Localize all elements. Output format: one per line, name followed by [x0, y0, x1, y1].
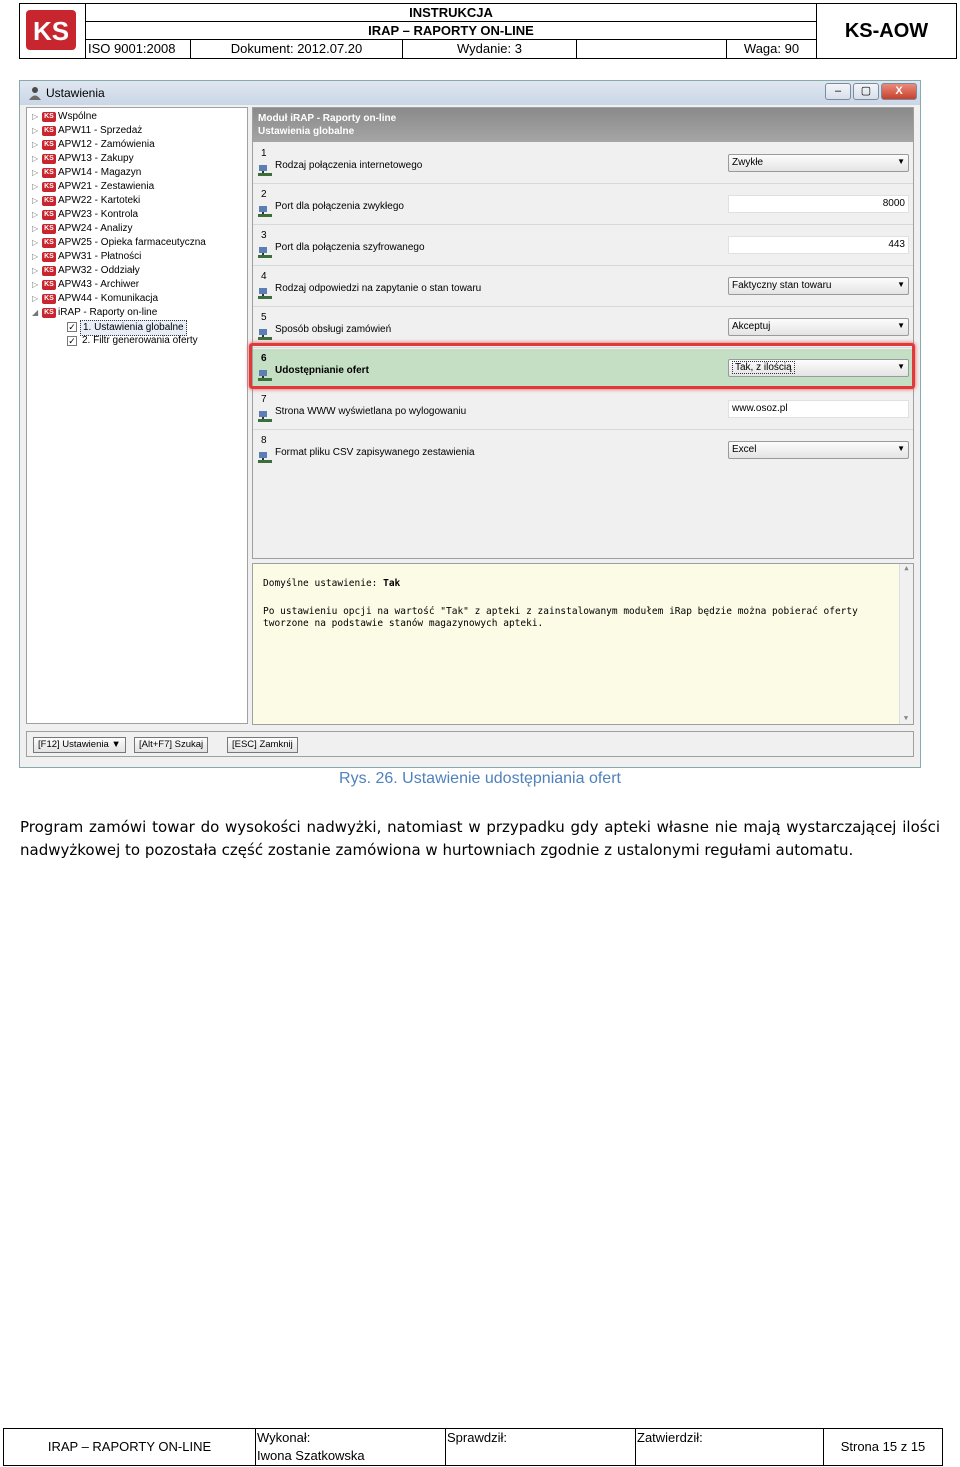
setting-number: 2: [261, 189, 267, 200]
chevron-down-icon: ▼: [897, 362, 905, 371]
setting-row: [253, 185, 913, 225]
search-button[interactable]: [Alt+F7] Szukaj: [134, 737, 208, 753]
window-title: Ustawienia: [46, 86, 105, 100]
expand-arrow-icon[interactable]: ▷: [32, 126, 39, 135]
ks-icon: KS: [42, 168, 56, 178]
maximize-button[interactable]: ▢: [853, 83, 879, 100]
document-header: [19, 3, 957, 59]
checkbox-icon: ✓: [68, 336, 76, 346]
minimize-button[interactable]: –: [825, 83, 851, 100]
setting-label: Rodzaj odpowiedzi na zapytanie o stan towaru: [275, 283, 482, 294]
edition-label: Wydanie: 3: [403, 40, 577, 58]
setting-row: [253, 144, 913, 184]
ks-icon: KS: [42, 210, 56, 220]
setting-number: 3: [261, 230, 267, 241]
setting-label: Sposób obsługi zamówień: [275, 324, 392, 335]
company-logo: [20, 4, 86, 58]
network-icon: [258, 451, 272, 464]
expand-arrow-icon[interactable]: ▷: [32, 238, 39, 247]
empty-cell: [577, 40, 727, 58]
expand-arrow-icon[interactable]: ▷: [32, 224, 39, 233]
page-number: Strona 15 z 15: [840, 1439, 926, 1454]
weight-label: Waga: 90: [743, 41, 800, 56]
setting-label: Format pliku CSV zapisywanego zestawienia: [275, 447, 475, 458]
setting-row: [253, 267, 913, 307]
panel-header: [253, 108, 913, 142]
setting-number: 7: [261, 394, 267, 405]
network-icon: [258, 164, 272, 177]
expand-arrow-icon[interactable]: ▷: [32, 280, 39, 289]
collapse-arrow-icon[interactable]: ◢: [32, 308, 39, 317]
setting-label: Port dla połączenia szyfrowanego: [275, 242, 425, 253]
description-pane: [252, 563, 914, 725]
offer-sharing-select[interactable]: Tak, z ilością ▼: [728, 359, 909, 377]
ks-icon: KS: [42, 196, 56, 206]
csv-format-select[interactable]: Excel ▼: [728, 441, 909, 459]
panel-module-title: Moduł iRAP - Raporty on-line: [258, 113, 397, 124]
setting-number: 6: [261, 353, 267, 364]
order-handling-select[interactable]: Akceptuj ▼: [728, 318, 909, 336]
setting-number: 1: [261, 148, 267, 159]
setting-number: 5: [261, 312, 267, 323]
chevron-down-icon: ▼: [111, 739, 121, 750]
network-icon: [258, 246, 272, 259]
expand-arrow-icon[interactable]: ▷: [32, 140, 39, 149]
scroll-up-icon[interactable]: ▲: [904, 564, 909, 572]
expand-arrow-icon[interactable]: ▷: [32, 196, 39, 205]
close-button[interactable]: X: [881, 83, 917, 100]
footer-product: IRAP – RAPORTY ON-LINE: [4, 1429, 256, 1465]
settings-button[interactable]: [F12] Ustawienia ▼: [33, 737, 126, 753]
setting-label: Udostępnianie ofert: [275, 365, 369, 376]
network-icon: [258, 328, 272, 341]
expand-arrow-icon[interactable]: ▷: [32, 182, 39, 191]
document-footer: [3, 1428, 943, 1466]
ks-icon: KS: [42, 224, 56, 234]
network-icon: [258, 410, 272, 423]
normal-port-input[interactable]: 8000: [728, 195, 909, 213]
network-icon: [258, 205, 272, 218]
settings-window: [19, 80, 921, 768]
network-icon: [258, 369, 272, 382]
setting-row: [253, 226, 913, 266]
ks-icon: KS: [42, 126, 56, 136]
setting-label: Port dla połączenia zwykłego: [275, 201, 404, 212]
checkbox-icon: ✓: [68, 322, 76, 332]
panel-section-title: Ustawienia globalne: [258, 126, 355, 137]
expand-arrow-icon[interactable]: ▷: [32, 210, 39, 219]
scroll-down-icon[interactable]: ▼: [903, 714, 909, 722]
window-titlebar: [20, 81, 920, 105]
description-text: Po ustawieniu opcji na wartość "Tak" z apteki z zainstalowanym modułem iRap będzie można pobierać oferty tworzone na podstawie stanów magazynowych apteki.: [263, 606, 858, 629]
expand-arrow-icon[interactable]: ▷: [32, 294, 39, 303]
setting-row-highlighted: [253, 349, 913, 389]
chevron-down-icon: ▼: [897, 444, 905, 453]
ks-icon: KS: [42, 112, 56, 122]
footer-approved-by: Zatwierdził:: [636, 1429, 824, 1465]
stock-response-select[interactable]: Faktyczny stan towaru ▼: [728, 277, 909, 295]
footer-done-by: Wykonał: Iwona Szatkowska: [256, 1429, 446, 1465]
user-settings-icon: [28, 86, 42, 100]
chevron-down-icon: ▼: [897, 321, 905, 330]
ks-icon: KS: [42, 140, 56, 150]
network-icon: [258, 287, 272, 300]
ks-icon: KS: [42, 154, 56, 164]
settings-panel: [252, 107, 914, 559]
setting-row: [253, 308, 913, 348]
expand-arrow-icon[interactable]: ▷: [32, 266, 39, 275]
expand-arrow-icon[interactable]: ▷: [32, 168, 39, 177]
ks-icon: KS: [42, 266, 56, 276]
ks-icon: KS: [42, 308, 56, 318]
setting-label: Rodzaj połączenia internetowego: [275, 160, 423, 171]
close-dialog-button[interactable]: [ESC] Zamknij: [227, 737, 298, 753]
bottom-toolbar: [26, 731, 914, 757]
scrollbar[interactable]: [899, 564, 913, 724]
ks-icon: KS: [42, 182, 56, 192]
iso-label: ISO 9001:2008: [86, 40, 191, 58]
default-setting: Domyślne ustawienie: Tak: [263, 578, 401, 589]
setting-row: [253, 431, 913, 471]
expand-arrow-icon[interactable]: ▷: [32, 252, 39, 261]
doc-code: KS-AOW: [816, 4, 956, 58]
doc-subtitle: IRAP – RAPORTY ON-LINE: [86, 22, 816, 40]
setting-number: 4: [261, 271, 267, 282]
settings-tree: ▷ KS Wspólne ▷ KS APW11 - Sprzedaż ▷ KS APW12 - Zamówienia ▷ KS APW13 - Zakupy ▷ KS APW14 - Magazyn ▷ KS APW21 - Zestawienia ▷ KS APW22 - Kartoteki ▷ KS APW23 - Kontrola ▷ KS APW24 - Analizy ▷ KS APW25 - Opieka farmaceutyczna ▷ KS APW31 - Płatności ▷ KS APW32 - Oddziały ▷ KS APW43 - Archiwer ▷ KS APW44 - Komunikacja ◢ KS iRAP - Raporty on-line ✓ 1. Ustawienia globalne ✓ 2. Filtr generowania oferty: [26, 107, 248, 724]
logout-page-input[interactable]: www.osoz.pl: [728, 400, 909, 418]
document-date: Dokument: 2012.07.20: [191, 40, 403, 58]
chevron-down-icon: ▼: [897, 280, 905, 289]
chevron-down-icon: ▼: [897, 157, 905, 166]
ks-icon: KS: [42, 252, 56, 262]
ks-icon: KS: [42, 280, 56, 290]
ks-icon: KS: [42, 238, 56, 248]
author-name: Iwona Szatkowska: [257, 1448, 365, 1463]
body-paragraph: Program zamówi towar do wysokości nadwyżki, natomiast w przypadku gdy apteki własne nie mają wystarczającej ilości nadwyżkowej to pozostała część zostanie zamówiona w hurtowniach zgodnie z ustalonymi regułami automatu.: [20, 818, 940, 859]
doc-title: INSTRUKCJA: [86, 4, 816, 22]
setting-row: [253, 390, 913, 430]
expand-arrow-icon[interactable]: ▷: [32, 112, 39, 121]
figure-caption: Rys. 26. Ustawienie udostępniania ofert: [339, 770, 621, 787]
expand-arrow-icon[interactable]: ▷: [32, 154, 39, 163]
ks-icon: KS: [42, 294, 56, 304]
setting-number: 8: [261, 435, 267, 446]
connection-type-select[interactable]: Zwykłe ▼: [728, 154, 909, 172]
setting-label: Strona WWW wyświetlana po wylogowaniu: [275, 406, 467, 417]
footer-checked-by: Sprawdził:: [446, 1429, 636, 1465]
secure-port-input[interactable]: 443: [728, 236, 909, 254]
svg-text:KS: KS: [32, 16, 70, 46]
